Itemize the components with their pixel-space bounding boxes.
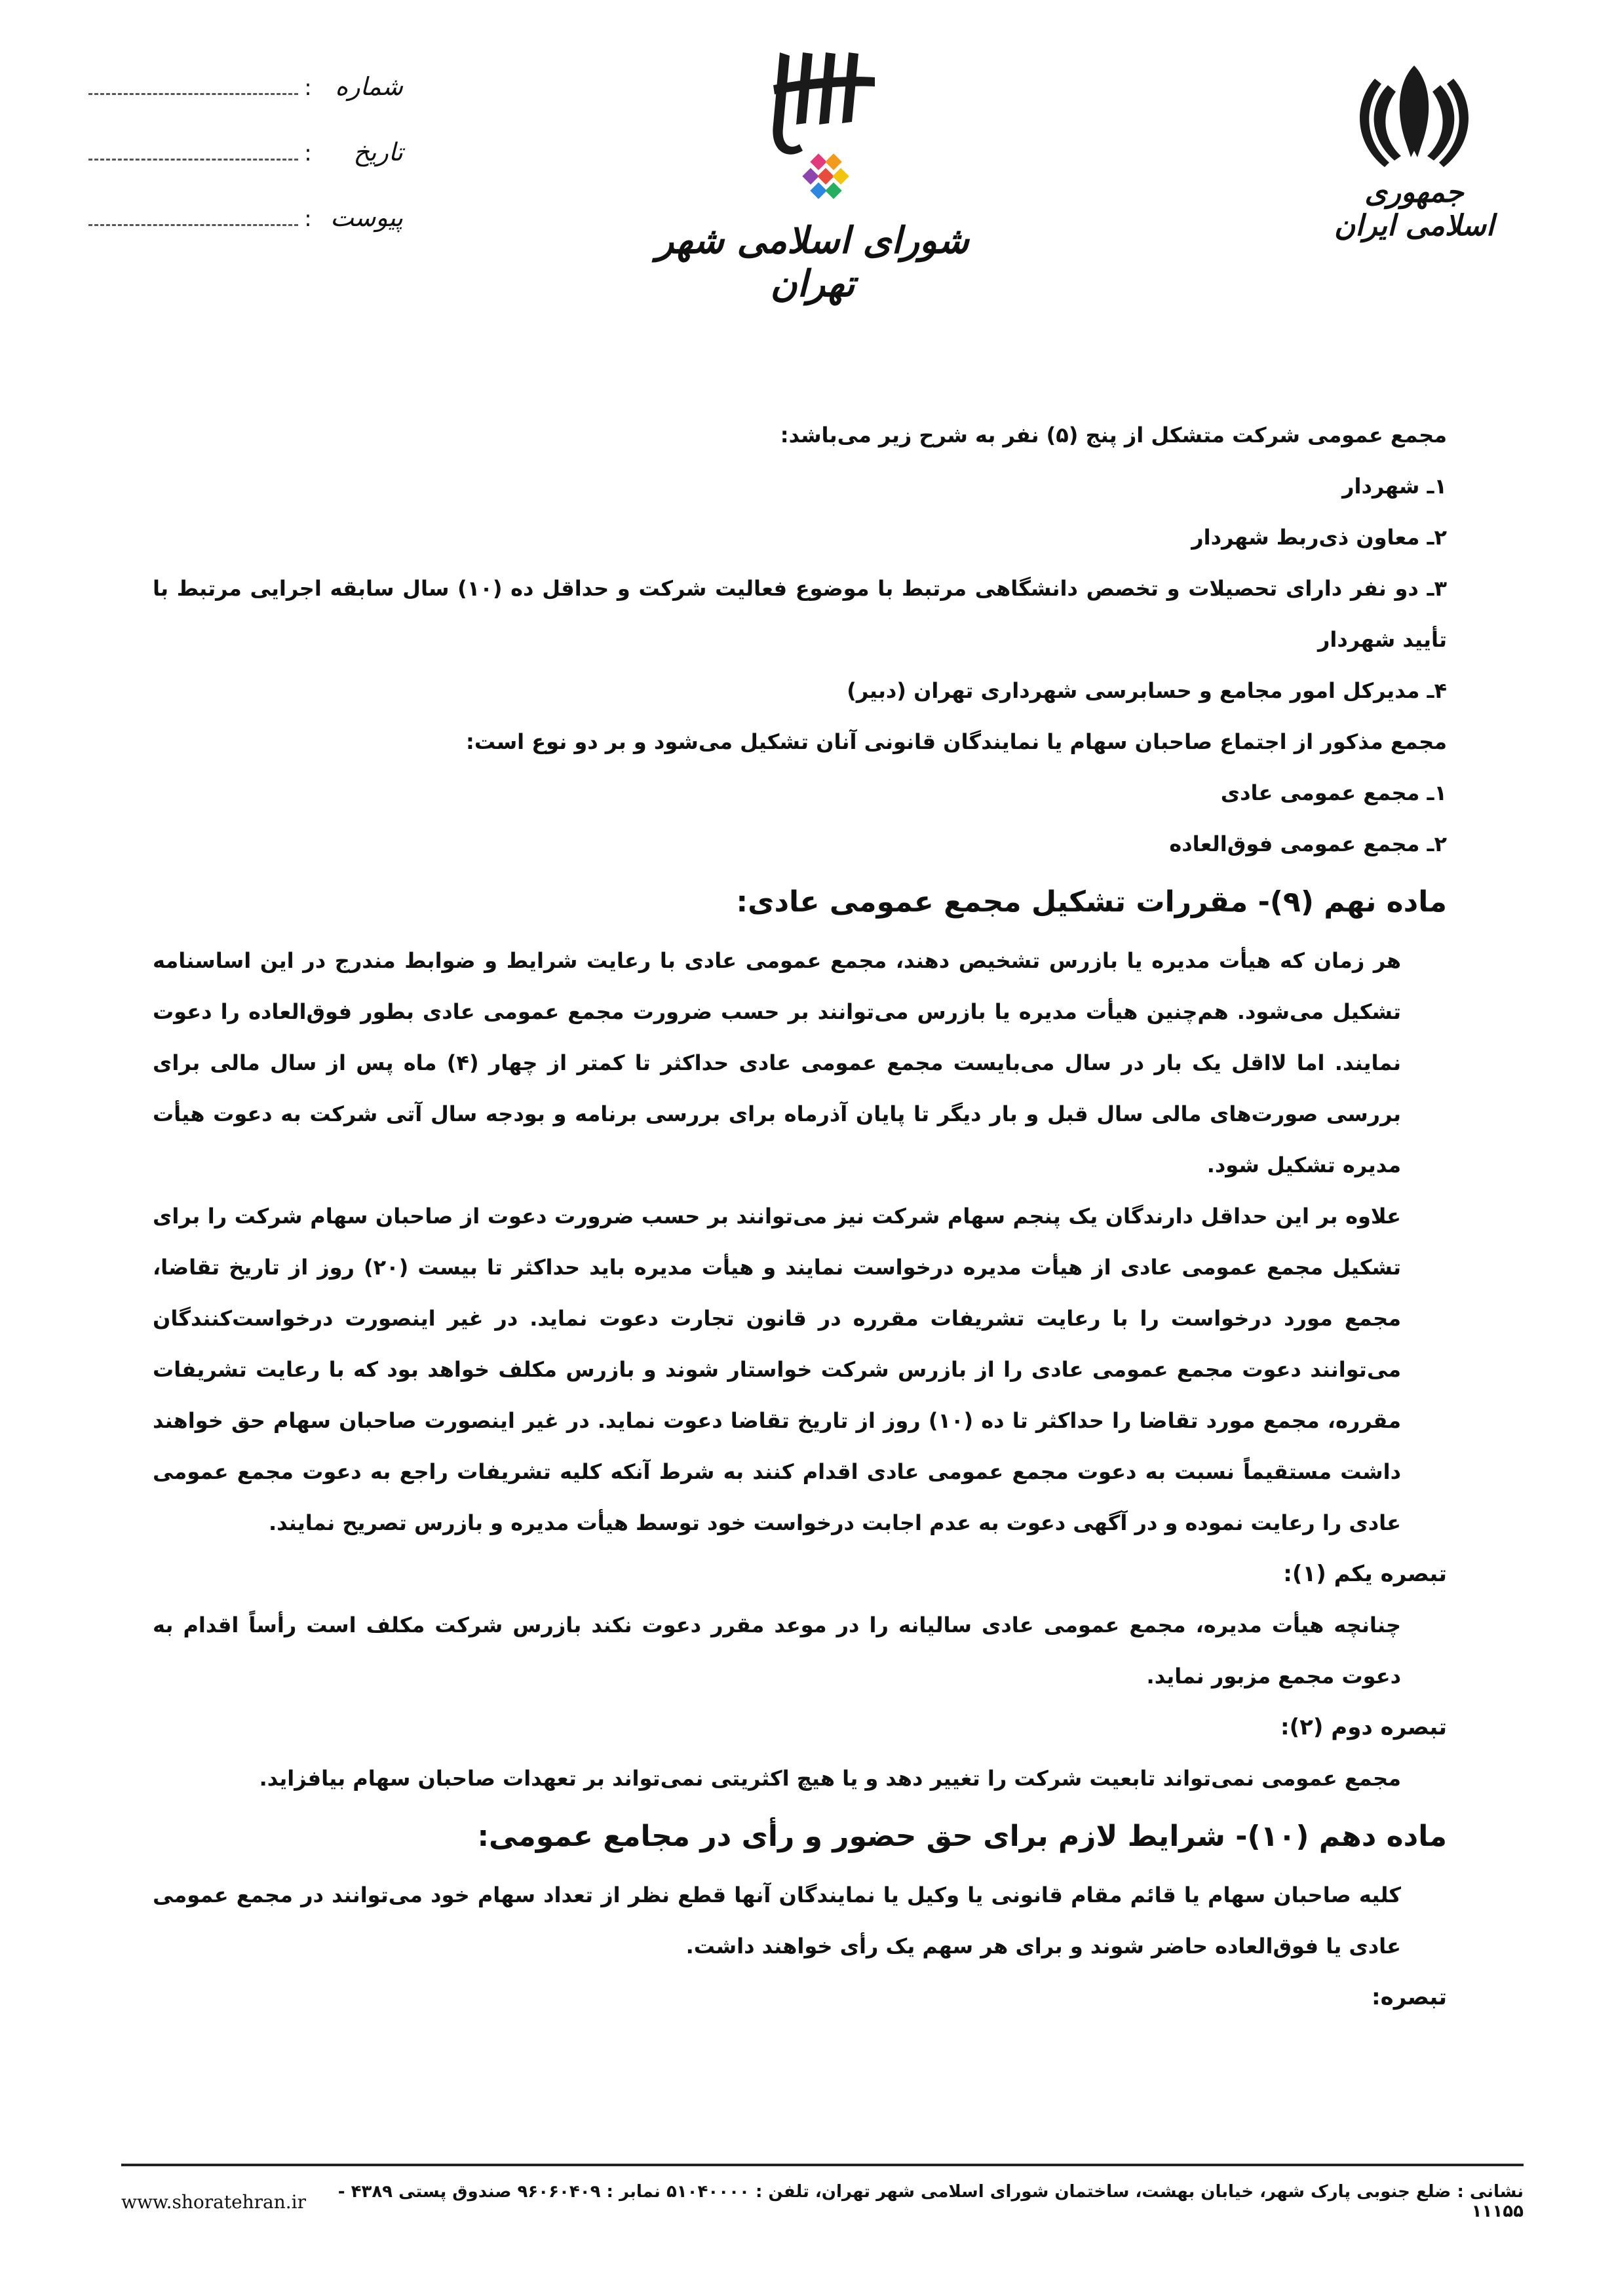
country-name: جمهوری اسلامی ایران — [1334, 176, 1495, 242]
member-item-1: ۱ـ شهردار — [1342, 474, 1447, 499]
footer — [121, 2182, 1524, 2221]
attachment-field: پیوست : — [88, 203, 403, 269]
number-blank — [88, 86, 298, 95]
assembly-type-1: ۱ـ مجمع عمومی عادی — [1220, 780, 1447, 805]
article-9-note-1-text: چنانچه هیأت مدیره، مجمع عمومی عادی سالیانه را در موعد مقرر دعوت نکند بازرس شرکت مکلف است رأساً اقدام به دعوت مجمع مزبور نماید. — [153, 1613, 1401, 1689]
article-10-paragraph-1: کلیه صاحبان سهام یا قائم مقام قانونی یا وکیل یا نمایندگان آنها قطع نظر از تعداد سهام خود می‌توانند در مجمع عمومی عادی یا فوق‌العاده حاضر شوند و برای هر سهم یک رأی خواهند داشت. — [153, 1883, 1401, 1959]
article-10-note-title: تبصره: — [1372, 1984, 1447, 2010]
date-label: تاریخ — [353, 138, 403, 166]
assembly-composition-intro: مجمع عمومی شرکت متشکل از پنج (۵) نفر به شرح زیر می‌باشد: — [780, 423, 1447, 448]
member-item-4: ۴ـ مدیرکل امور مجامع و حسابرسی شهرداری تهران (دبیر) — [847, 678, 1447, 703]
article-9-note-2-text: مجمع عمومی نمی‌تواند تابعیت شرکت را تغییر دهد و یا هیچ اکثریتی نمی‌تواند بر تعهدات صاحبان سهام بیافزاید. — [259, 1766, 1401, 1791]
country-emblem-block — [1322, 52, 1506, 242]
document-body — [153, 410, 1447, 2023]
article-9-note-2-title: تبصره دوم (۲): — [1280, 1714, 1447, 1740]
assembly-type-2: ۲ـ مجمع عمومی فوق‌العاده — [1169, 832, 1447, 856]
member-item-2: ۲ـ معاون ذی‌ربط شهردار — [1191, 525, 1447, 550]
number-label: شماره — [335, 72, 403, 101]
article-10-heading: ماده دهم (۱۰)- شرایط لازم برای حق حضور و رأی در مجامع عمومی: — [477, 1820, 1447, 1853]
attachment-label: پیوست — [330, 203, 403, 232]
footer-divider — [121, 2164, 1524, 2166]
council-logo-icon — [734, 46, 891, 210]
footer-website-link[interactable]: www.shoratehran.ir — [121, 2191, 307, 2213]
article-9-note-1-title: تبصره یکم (۱): — [1283, 1561, 1447, 1587]
iran-emblem-icon — [1349, 52, 1480, 170]
letter-meta-fields — [88, 72, 403, 269]
number-field: شماره : — [88, 72, 403, 138]
date-field: تاریخ : — [88, 138, 403, 203]
article-9-paragraph-2: علاوه بر این حداقل دارندگان یک پنجم سهام شرکت نیز می‌توانند بر حسب ضرورت دعوت از صاحبان سهام شرکت را برای تشکیل مجمع عمومی عادی از هیأت مدیره درخواست نمایند و هیأت مدیره باید حداکثر تا بیست (۲۰) روز از تاریخ تقاضا، مجمع مورد درخواست را با رعایت تشریفات مقرره در قانون تجارت دعوت نماید. در غیر اینصورت درخواست‌کنندگان می‌توانند دعوت مجمع عمومی عادی را از بازرس شرکت خواستار شوند و بازرس مکلف خواهد بود که با رعایت تشریفات مقرره، مجمع مورد تقاضا را حداکثر تا ده (۱۰) روز از تاریخ تقاضا دعوت نماید. در غیر اینصورت صاحبان سهام حق خواهند داشت مستقیماً نسبت به دعوت مجمع عمومی عادی اقدام کنند به شرط آنکه کلیه تشریفات راجع به دعوت مجمع عمومی عادی را رعایت نموده و در آگهی دعوت به عدم اجابت درخواست خود توسط هیأت مدیره و بازرس تصریح نمایند. — [153, 1204, 1402, 1535]
member-item-3: ۳ـ دو نفر دارای تحصیلات و تخصص دانشگاهی مرتبط با موضوع فعالیت شرکت و حداقل ده (۱۰) سال سابقه اجرایی مرتبط با تأیید شهردار — [153, 576, 1448, 652]
date-blank — [88, 152, 298, 161]
attachment-blank — [88, 218, 298, 226]
council-logo-block — [642, 46, 983, 305]
footer-address: نشانی : ضلع جنوبی پارک شهر، خیابان بهشت، ساختمان شورای اسلامی شهر تهران، تلفن : ۵۱۰۴۰۰۰۰ نمابر : ۹۶۰۶۰۴۰۹ صندوق پستی ۴۳۸۹ - ۱۱۱۵۵ — [337, 2182, 1524, 2221]
council-name: شورای اسلامی شهر تهران — [656, 219, 969, 305]
article-9-heading: ماده نهم (۹)- مقررات تشکیل مجمع عمومی عادی: — [736, 885, 1447, 919]
assembly-types-intro: مجمع مذکور از اجتماع صاحبان سهام یا نمایندگان قانونی آنان تشکیل می‌شود و بر دو نوع است: — [466, 729, 1447, 754]
article-9-paragraph-1: هر زمان که هیأت مدیره یا بازرس تشخیص دهند، مجمع عمومی عادی با رعایت شرایط و ضوابط مندرج در این اساسنامه تشکیل می‌شود. هم‌چنین هیأت مدیره یا بازرس می‌توانند بر حسب ضرورت مجمع عمومی عادی بطور فوق‌العاده را دعوت نمایند. اما لااقل یک بار در سال می‌بایست مجمع عمومی عادی حداکثر تا کمتر از چهار (۴) ماه پس از سال مالی برای بررسی صورت‌های مالی سال قبل و بار دیگر تا پایان آذرماه برای بررسی برنامه و بودجه سال آتی شرکت به دعوت هیأت مدیره تشکیل شود. — [153, 948, 1402, 1177]
